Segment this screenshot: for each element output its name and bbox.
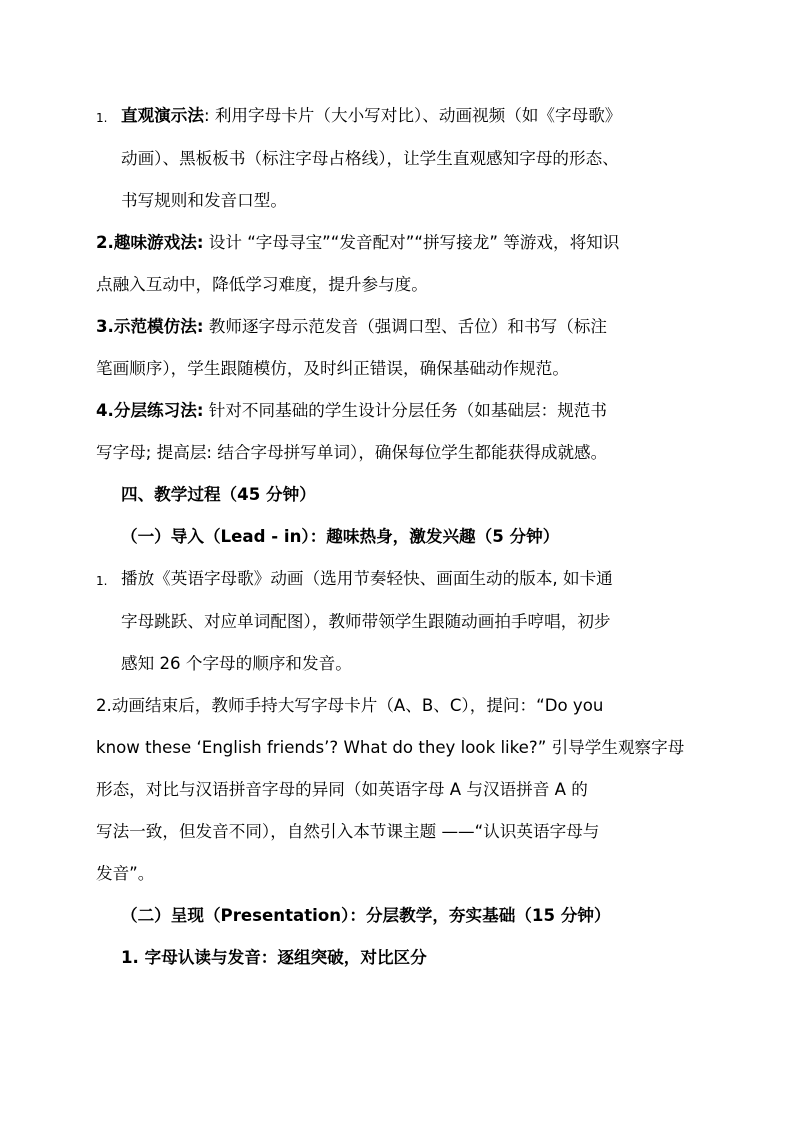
part-1-heading: （一）导入（Lead - in）：趣味热身，激发兴趣（5 分钟） [121,527,560,546]
part-1-item-2-line-5: 发音”。 [96,864,155,883]
part-1-item-1-line-3: 感知 26 个字母的顺序和发音。 [121,654,352,673]
part-2-heading: （二）呈现（Presentation）：分层教学，夯实基础（15 分钟） [121,906,611,925]
method-1-text-1: 利用字母卡片（大小写对比）、动画视频（如《字母歌》 [214,106,622,125]
method-2-text-1: 设计 “字母寻宝”“发音配对”“拼写接龙” 等游戏，将知识 [208,233,620,252]
method-4-line-1 [96,400,607,422]
method-1-title: 直观演示法 [121,106,204,125]
part-1-item-2-line-3: 形态，对比与汉语拼音字母的异同（如英语字母 A 与汉语拼音 A 的 [96,780,588,799]
part-1-item-2-line-4: 写法一致，但发音不同），自然引入本节课主题 ——“认识英语字母与 [96,822,600,841]
part-2-subheading: 1. 字母认读与发音：逐组突破，对比区分 [121,948,427,967]
list-marker: 1. [96,111,108,125]
method-1-text-3: 书写规则和发音口型。 [121,191,287,210]
part-1-item-1-line-2: 字母跳跃、对应单词配图），教师带领学生跟随动画拍手哼唱，初步 [121,612,611,631]
list-marker: 1. [96,574,108,588]
method-4-text-2: 写字母; 提高层: 结合字母拼写单词），确保每位学生都能获得成就感。 [96,443,608,462]
part-1-item-2-line-2: know these ‘English friends’? What do they look like?” 引导学生观察字母 [96,738,685,757]
method-2-title: 2.趣味游戏法: [96,233,204,252]
method-2-text-2: 点融入互动中，降低学习难度，提升参与度。 [96,275,428,294]
method-3-line-1 [96,316,607,338]
method-1-line-1: 直观演示法: 利用字母卡片（大小写对比）、动画视频（如《字母歌》 [121,106,622,125]
section-4-heading: 四、教学过程（45 分钟） [121,485,316,504]
method-4-title: 4.分层练习法: [96,401,204,420]
method-1-text-2: 动画）、黑板板书（标注字母占格线），让学生直观感知字母的形态、 [121,149,619,168]
method-3-text-1: 教师逐字母示范发音（强调口型、舌位）和书写（标注 [208,317,607,336]
method-3-title: 3.示范模仿法: [96,317,204,336]
method-2-line-1 [96,232,619,254]
method-3-text-2: 笔画顺序），学生跟随模仿，及时纠正错误，确保基础动作规范。 [96,359,569,378]
part-1-item-1-line-1: 播放《英语字母歌》动画（选用节奏轻快、画面生动的版本, 如卡通 [121,569,613,588]
part-1-item-2-line-1: 2.动画结束后，教师手持大写字母卡片（A、B、C），提问：“Do you [96,696,604,715]
method-4-text-1: 针对不同基础的学生设计分层任务（如基础层：规范书 [208,401,607,420]
